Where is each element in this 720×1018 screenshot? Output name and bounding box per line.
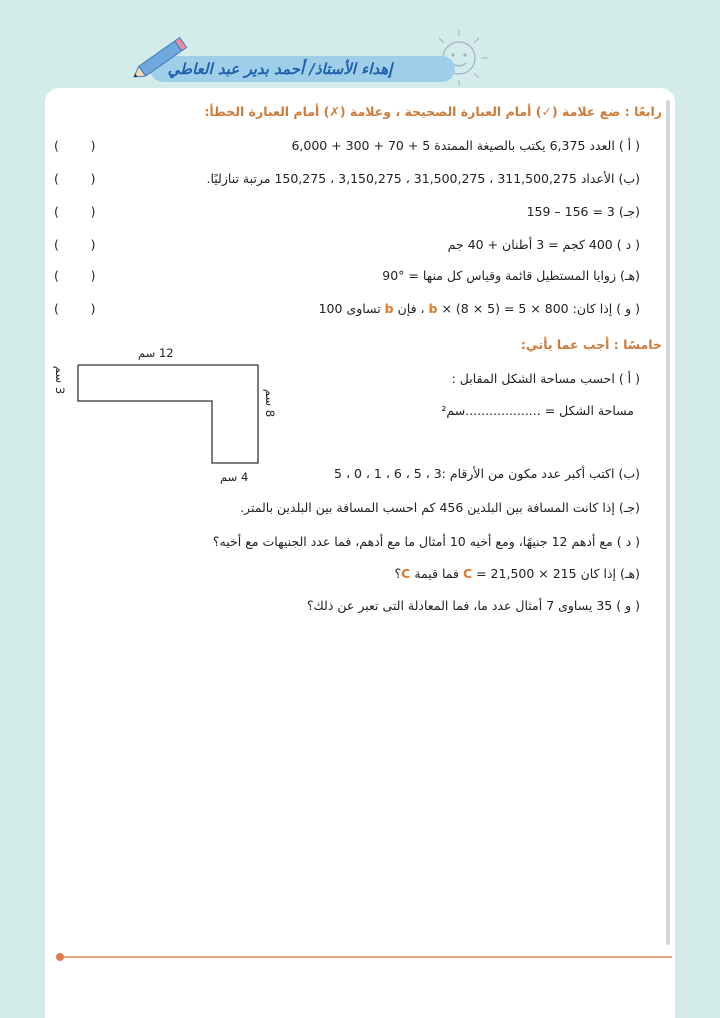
answer-blank[interactable]: ( )	[54, 237, 96, 252]
answer-blank[interactable]: ( )	[54, 268, 96, 283]
s4-item-f: ( و ) إذا كان: 800 × 5 = b × (8 × 5) ، فإن b تساوى 100	[318, 301, 640, 316]
answer-blank[interactable]: ( )	[54, 204, 96, 219]
s4-item-d: ( د ) 400 كجم = 3 أطنان + 40 جم	[447, 237, 640, 252]
pencil-icon	[128, 32, 194, 84]
s5-item-f: ( و ) 35 يساوى 7 أمثال عدد ما، فما المعادلة التى تعبر عن ذلك؟	[306, 598, 640, 613]
answer-blank[interactable]: ( )	[54, 171, 96, 186]
s4-item-b: (ب) الأعداد 311,500,275 ، 31,500,275 ، 3,150,275 ، 150,275 مرتبة تنازليًا.	[206, 171, 640, 186]
worksheet-page	[45, 88, 675, 1018]
s5-item-d: ( د ) مع أدهم 12 جنيهًا، ومع أخيه 10 أمثال ما مع أدهم، فما عدد الجنيهات مع أخيه؟	[212, 534, 640, 549]
answer-blank[interactable]: ( )	[54, 138, 96, 153]
s5-item-a: ( أ ) احسب مساحة الشكل المقابل :	[451, 371, 640, 386]
section5-heading: خامسًا : أجب عما يأتي:	[520, 337, 662, 352]
shape-label-right: 8 سم	[263, 388, 278, 418]
header	[0, 0, 720, 92]
s4-item-c: (جـ) 3 = 156 – 159	[526, 204, 640, 219]
answer-blank[interactable]: ( )	[54, 301, 96, 316]
shape-label-left: 3 سم	[53, 365, 68, 395]
l-shape-figure	[55, 343, 295, 483]
area-answer-line[interactable]: مساحة الشكل = ...................سم²	[441, 403, 634, 418]
section4-heading: رابعًا : ضع علامة (✓) أمام العبارة الصحيحة ، وعلامة (✗) أمام العبارة الخطأ:	[204, 104, 662, 119]
s4-item-a: ( أ ) العدد 6,375 يكتب بالصيغة الممتدة 5 + 70 + 300 + 6,000	[291, 138, 640, 153]
footer-divider	[60, 956, 672, 958]
scroll-bar[interactable]	[666, 100, 670, 945]
header-banner-text: إهداء الأستاذ/ أحمد بدير عبد العاطي	[167, 60, 393, 78]
s5-item-c: (جـ) إذا كانت المسافة بين البلدين 456 كم احسب المسافة بين البلدين بالمتر.	[240, 500, 640, 515]
s5-item-b: (ب) اكتب أكبر عدد مكون من الأرقام :3 ، 5 ، 6 ، 1 ، 0 ، 5	[334, 466, 640, 481]
s4-item-e: (هـ) زوايا المستطيل قائمة وقياس كل منها = °90	[382, 268, 640, 283]
footer-dot	[56, 953, 64, 961]
shape-label-top: 12 سم	[138, 346, 174, 360]
s5-item-e: (هـ) إذا كان 215 × C = 21,500 فما قيمة C؟	[394, 566, 640, 581]
shape-label-bottom: 4 سم	[220, 470, 249, 484]
